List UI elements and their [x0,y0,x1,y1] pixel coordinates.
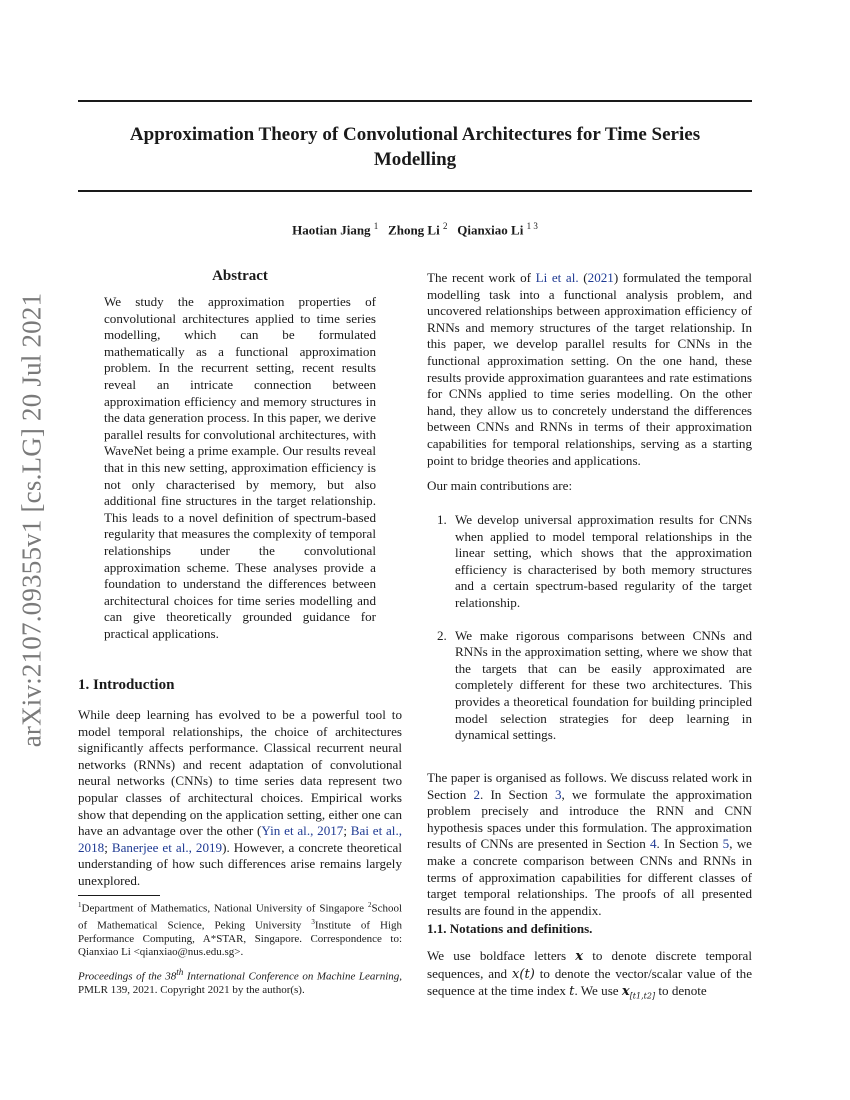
body-text: . We use [574,983,622,999]
author-affiliation: 1 [373,221,379,231]
author-affiliation: 2 [442,221,448,231]
footnote-rule [78,895,160,896]
intro-separator: ; [343,823,351,839]
body-text: to denote [655,983,707,999]
math-symbol: x [575,949,584,964]
list-item-text: We make rigorous comparisons between CNNs and RNNs in the approximation setting, where we show that the targets that can be easily approximated are completely different for these two architectures. This provides a theoretical foundation for building principled model selection strategies for deep learning in dynamical settings. [455,627,752,743]
abstract-heading: Abstract [212,268,268,284]
correspondence: Correspondence to: Qianxiao Li <qianxiao@nus.edu.sg>. [78,932,403,959]
author-name: Zhong Li [388,222,440,238]
math-symbol: t [569,984,575,1000]
body-text: ) formulated the temporal modelling task into a functional analysis problem, and uncovered relationships between approximation efficiency of RNNs and memory structures of the target relationship. In this paper, we develop parallel results for CNNs in the functional approximation setting. On the one hand, these results provide approximation guarantees and rate estimations for CNNs applied to time series modelling. On the other hand, they allow us to concretely understand the differences between CNNs and RNNs in terms of their approximation capabilities for temporal relationships, serving as a starting point to bridge theories and applications. [427,270,753,468]
organisation-paragraph [427,770,752,919]
citation-link[interactable]: Bai et al., 2018 [78,823,402,855]
body-text: The recent work of [427,270,536,285]
affiliation-2: School of Mathematical Science, Peking University [78,902,403,932]
introduction-heading: 1. Introduction [78,677,175,693]
list-item-text: We develop universal approximation results for CNNs when applied to model temporal relationships in the linear setting, which shows that the approximation efficiency is characterised by both memory structures and a certain spectrum-based regularity of the target relationship. [455,512,752,610]
contributions-intro: Our main contributions are: [427,478,573,493]
proceedings-copyright: , PMLR 139, 2021. Copyright 2021 by the author(s). [78,970,402,996]
citation-link[interactable]: Banerjee et al., 2019 [111,839,223,855]
math-subscript: [t1,t2] [629,991,656,1001]
paper-title [78,122,752,172]
author-name: Haotian Jiang [292,222,371,238]
body-text: to denote discrete temporal sequences, and [427,948,752,981]
title-rule-bottom [78,190,752,192]
abstract-body [104,294,376,642]
body-text: The paper is organised as follows. We discuss related work in Section [427,770,752,802]
body-text: ( [578,270,588,285]
author-affiliation: 1 3 [526,221,538,231]
introduction-paragraph [78,707,402,890]
intro-text: While deep learning has evolved to be a powerful tool to model temporal relationships, the choice of architectures significantly affects performance. Classical recurrent neural networks (RNNs) and recent adaptation of convolutional neural networks (CNNs) to time series data represent two popular classes of architectural choices. Empirical works show that depending on the application setting, either one can have an advantage over the other ( [78,707,402,839]
math-symbol: x [621,984,630,1000]
body-text: . In Section [480,786,555,802]
affiliation-3: Institute of High Performance Computing, A*STAR, Singapore. [78,919,402,945]
proceedings-sup: th [176,967,184,977]
list-number: 1. [437,512,447,527]
proceedings-venue: International Conference on Machine Learning [183,970,400,983]
intro-separator: ; [104,839,112,855]
citation-link[interactable]: Yin et al., 2017 [261,823,344,839]
body-text: to denote the vector/scalar value of the sequence at the time index [427,965,753,999]
list-item [427,628,752,744]
right-paragraph-1 [427,270,752,469]
citation-link[interactable]: Li et al. [535,270,579,285]
contributions-list [427,512,752,751]
math-symbol: x(t) [511,966,535,982]
section-link[interactable]: 3 [554,786,562,802]
title-rule-top [78,100,752,102]
notations-paragraph [427,948,752,1005]
author-list [78,221,752,238]
section-link[interactable]: 2 [473,786,480,802]
section-link[interactable]: 4 [650,836,657,852]
author-name: Qianxiao Li [457,222,524,238]
proceedings-text: Proceedings of the 38 [78,970,177,983]
list-number: 2. [437,627,447,643]
title-line-2: Modelling [373,149,457,170]
list-item [427,512,752,612]
proceedings-note [78,966,402,997]
affiliation-footnote: $^1$Department of Mathematics, National University of Singapore $^2$School of Mathematical Science, Peking University $^3$Institute of High Performance Computing, A*STAR, Singapore. Correspondence to: Qianxiao Li <qianxiao@nus.edu.sg>. [78,901,403,959]
citation-year-link[interactable]: 2021 [587,270,614,285]
arxiv-sidebar [6,280,58,760]
introduction-body [78,707,402,890]
body-text: , we formulate the approximation problem precisely and introduce the RNN and CNN hypothesis spaces under this formulation. The approximation results of CNNs are presented in Section [427,786,752,852]
affiliation-1: Department of Mathematics, National University of Singapore [81,902,364,915]
abstract-text: We study the approximation properties of convolutional architectures applied to time series modelling, which can be formulated mathematically as a functional approximation problem. In the recurrent setting, recent results reveal an intricate connection between approximation efficiency and memory structures in the data generation process. In this paper, we derive parallel results for convolutional architectures, with WaveNet being a prime example. Our results reveal that in this new setting, approximation efficiency is not only characterised by memory, but also additional fine structures in the target relationship. This leads to a novel definition of spectrum-based regularity that measures the complexity of temporal relationships under the convolutional approximation scheme. These analyses provide a foundation to understand the differences between architectural choices for time series modelling and can give theoretically grounded guidance for practical applications. [104,294,376,641]
body-text: We use boldface letters [427,948,576,963]
body-text: , we make a concrete comparison between CNNs and RNNs in terms of approximation capabilities for different classes of target temporal relationships. The proofs of all presented results are found in the appendix. [427,836,752,918]
notations-heading: 1.1. Notations and definitions. [427,921,593,936]
body-text: . In Section [656,836,723,852]
arxiv-identifier: arXiv:2107.09355v1 [cs.LG] 20 Jul 2021 [16,292,47,748]
intro-text: ). However, a concrete theoretical understanding of how such differences arise remains largely unexplored. [78,839,402,888]
title-line-1: Approximation Theory of Convolutional Architectures for Time Series [129,124,701,145]
section-link[interactable]: 5 [722,836,730,852]
